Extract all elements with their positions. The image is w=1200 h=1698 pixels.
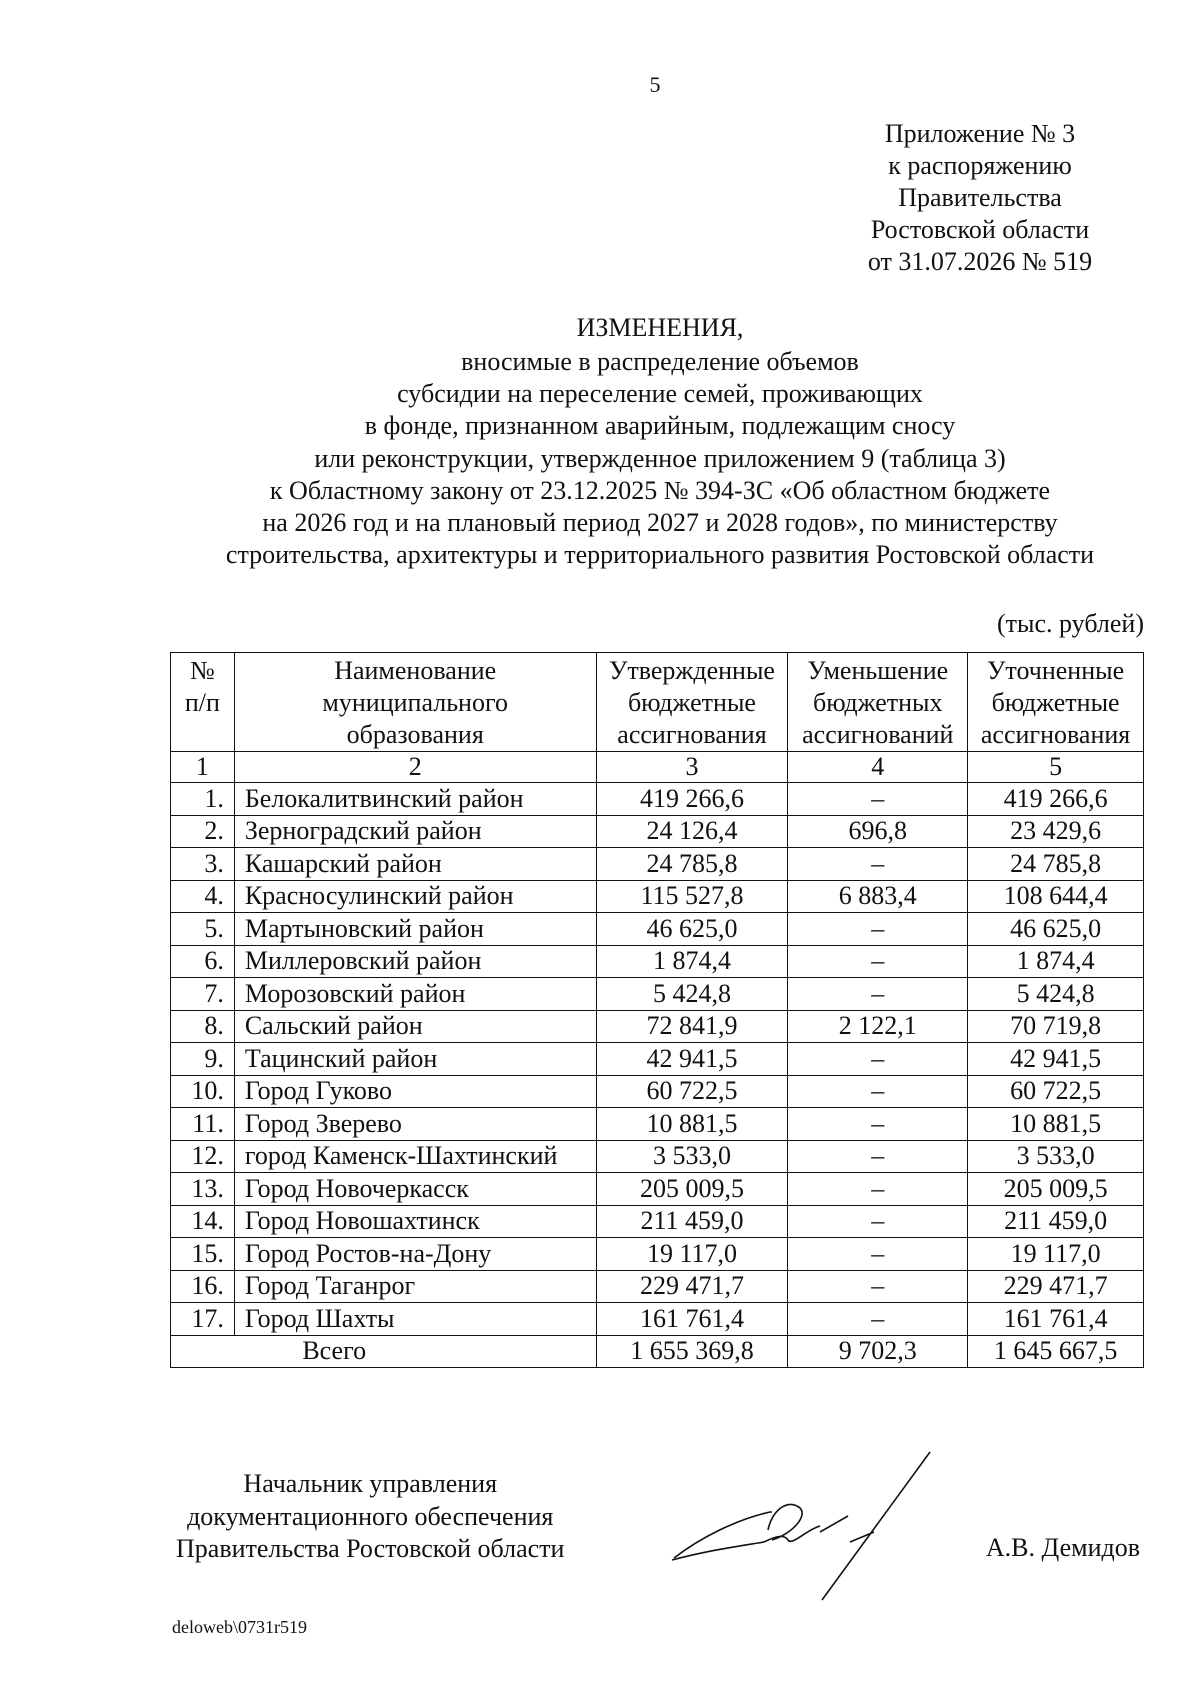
header-line: бюджетные: [991, 688, 1120, 717]
page-number: 5: [649, 72, 661, 97]
updated-value: 42 941,5: [968, 1043, 1144, 1076]
column-number: 4: [788, 752, 968, 783]
header-line: Уточненные: [987, 656, 1125, 685]
header-line: бюджетных: [813, 688, 943, 717]
municipality-name: Город Таганрог: [234, 1270, 596, 1303]
approved-value: 42 941,5: [596, 1043, 788, 1076]
subtitle-line: субсидии на переселение семей, проживающих: [397, 379, 923, 409]
table-row: [171, 1303, 1144, 1336]
header-line: бюджетные: [627, 688, 756, 717]
updated-value: 205 009,5: [968, 1173, 1144, 1206]
position-line: Правительства Ростовской области: [176, 1534, 565, 1563]
decrease-value: –: [788, 945, 968, 978]
updated-value: 211 459,0: [968, 1205, 1144, 1238]
decrease-value: –: [788, 913, 968, 946]
header-line: муниципального: [322, 688, 508, 717]
approved-value: 46 625,0: [596, 913, 788, 946]
column-number: 2: [234, 752, 596, 783]
updated-value: 46 625,0: [968, 913, 1144, 946]
allocation-table: [170, 652, 1144, 1368]
appendix-line: к распоряжению: [888, 151, 1072, 180]
row-number: 16.: [171, 1270, 235, 1303]
approved-value: 19 117,0: [596, 1238, 788, 1271]
header-line: Утвержденные: [608, 656, 775, 685]
header-line: ассигнования: [617, 720, 767, 749]
decrease-value: –: [788, 1205, 968, 1238]
table-header-row: [171, 653, 1144, 752]
table-row: [171, 1173, 1144, 1206]
municipality-name: Город Новошахтинск: [234, 1205, 596, 1238]
decrease-value: –: [788, 1270, 968, 1303]
updated-value: 70 719,8: [968, 1010, 1144, 1043]
updated-value: 419 266,6: [968, 783, 1144, 816]
file-code: deloweb\0731r519: [172, 1617, 307, 1637]
updated-value: 19 117,0: [968, 1238, 1144, 1271]
signatory-position: [176, 1468, 564, 1566]
column-number-row: [171, 752, 1144, 783]
decrease-value: –: [788, 1075, 968, 1108]
appendix-line: от 31.07.2026 № 519: [867, 247, 1093, 276]
table-row: [171, 880, 1144, 913]
municipality-name: город Каменск-Шахтинский: [234, 1140, 596, 1173]
header-approved: [596, 653, 788, 752]
row-number: 10.: [171, 1075, 235, 1108]
row-number: 4.: [171, 880, 235, 913]
decrease-value: 2 122,1: [788, 1010, 968, 1043]
updated-value: 229 471,7: [968, 1270, 1144, 1303]
municipality-name: Город Шахты: [234, 1303, 596, 1336]
updated-value: 5 424,8: [968, 978, 1144, 1011]
municipality-name: Зерноградский район: [234, 815, 596, 848]
municipality-name: Город Зверево: [234, 1108, 596, 1141]
updated-value: 3 533,0: [968, 1140, 1144, 1173]
table-row: [171, 1270, 1144, 1303]
column-number: 3: [596, 752, 788, 783]
municipality-name: Красносулинский район: [234, 880, 596, 913]
units-label: (тыс. рублей): [996, 609, 1144, 638]
header-line: ассигнований: [802, 720, 954, 749]
row-number: 13.: [171, 1173, 235, 1206]
updated-value: 23 429,6: [968, 815, 1144, 848]
subtitle-line: на 2026 год и на плановый период 2027 и 2028 годов», по министерству: [262, 508, 1058, 538]
updated-value: 108 644,4: [968, 880, 1144, 913]
signer-name: А.В. Демидов: [985, 1533, 1140, 1562]
table-row: [171, 783, 1144, 816]
table-row: [171, 815, 1144, 848]
approved-value: 3 533,0: [596, 1140, 788, 1173]
table-row: [171, 1140, 1144, 1173]
column-number: 1: [171, 752, 235, 783]
header-decrease: [788, 653, 968, 752]
header-line: ассигнования: [980, 720, 1131, 749]
row-number: 11.: [171, 1108, 235, 1141]
position-line: Начальник управления: [243, 1469, 498, 1498]
total-blank-cell: [171, 1335, 235, 1368]
total-decrease: 9 702,3: [788, 1335, 968, 1368]
document-subtitle: [150, 346, 1170, 571]
table-row: [171, 913, 1144, 946]
row-number: 6.: [171, 945, 235, 978]
updated-value: 1 874,4: [968, 945, 1144, 978]
appendix-line: Правительства: [898, 183, 1062, 212]
municipality-name: Город Новочеркасск: [234, 1173, 596, 1206]
decrease-value: –: [788, 1303, 968, 1336]
approved-value: 211 459,0: [596, 1205, 788, 1238]
column-number: 5: [968, 752, 1144, 783]
subtitle-line: строительства, архитектуры и территориального развития Ростовской области: [225, 540, 1095, 570]
table-row: [171, 1010, 1144, 1043]
row-number: 15.: [171, 1238, 235, 1271]
position-line: документационного обеспечения: [187, 1501, 554, 1531]
header-line: п/п: [184, 688, 220, 717]
table-row: [171, 1043, 1144, 1076]
decrease-value: –: [788, 1173, 968, 1206]
approved-value: 24 126,4: [596, 815, 788, 848]
updated-value: 161 761,4: [968, 1303, 1144, 1336]
header-updated: [968, 653, 1144, 752]
document-title: ИЗМЕНЕНИЯ,: [576, 313, 744, 342]
table-row: [171, 1238, 1144, 1271]
total-updated: 1 645 667,5: [968, 1335, 1144, 1368]
table-row: [171, 945, 1144, 978]
decrease-value: –: [788, 783, 968, 816]
total-label: Всего: [234, 1335, 596, 1368]
appendix-line: Ростовской области: [870, 215, 1090, 244]
municipality-name: Белокалитвинский район: [234, 783, 596, 816]
decrease-value: –: [788, 1043, 968, 1076]
subtitle-line: к Областному закону от 23.12.2025 № 394-ЗС «Об областном бюджете: [269, 475, 1051, 505]
appendix-line: Приложение № 3: [884, 119, 1076, 148]
approved-value: 419 266,6: [596, 783, 788, 816]
appendix-header: [830, 118, 1130, 278]
decrease-value: –: [788, 978, 968, 1011]
approved-value: 60 722,5: [596, 1075, 788, 1108]
updated-value: 60 722,5: [968, 1075, 1144, 1108]
decrease-value: –: [788, 1238, 968, 1271]
approved-value: 72 841,9: [596, 1010, 788, 1043]
approved-value: 1 874,4: [596, 945, 788, 978]
decrease-value: –: [788, 848, 968, 881]
row-number: 12.: [171, 1140, 235, 1173]
total-row: [171, 1335, 1144, 1368]
table-row: [171, 1205, 1144, 1238]
subtitle-line: в фонде, признанном аварийным, подлежащим сносу: [364, 411, 956, 441]
decrease-value: 696,8: [788, 815, 968, 848]
row-number: 5.: [171, 913, 235, 946]
header-line: №: [190, 656, 215, 685]
row-number: 1.: [171, 783, 235, 816]
decrease-value: –: [788, 1140, 968, 1173]
handwritten-signature: [660, 1450, 960, 1610]
row-number: 3.: [171, 848, 235, 881]
header-line: образования: [346, 720, 484, 749]
updated-value: 10 881,5: [968, 1108, 1144, 1141]
approved-value: 115 527,8: [596, 880, 788, 913]
table-row: [171, 1108, 1144, 1141]
approved-value: 10 881,5: [596, 1108, 788, 1141]
subtitle-line: или реконструкции, утвержденное приложением 9 (таблица 3): [314, 443, 1006, 473]
municipality-name: Город Ростов-на-Дону: [234, 1238, 596, 1271]
municipality-name: Морозовский район: [234, 978, 596, 1011]
updated-value: 24 785,8: [968, 848, 1144, 881]
table-row: [171, 1075, 1144, 1108]
approved-value: 5 424,8: [596, 978, 788, 1011]
municipality-name: Тацинский район: [234, 1043, 596, 1076]
table-row: [171, 978, 1144, 1011]
municipality-name: Кашарский район: [234, 848, 596, 881]
row-number: 7.: [171, 978, 235, 1011]
decrease-value: 6 883,4: [788, 880, 968, 913]
approved-value: 161 761,4: [596, 1303, 788, 1336]
decrease-value: –: [788, 1108, 968, 1141]
subtitle-line: вносимые в распределение объемов: [461, 347, 859, 376]
municipality-name: Город Гуково: [234, 1075, 596, 1108]
municipality-name: Миллеровский район: [234, 945, 596, 978]
municipality-name: Мартыновский район: [234, 913, 596, 946]
header-line: Наименование: [334, 656, 497, 685]
row-number: 9.: [171, 1043, 235, 1076]
row-number: 2.: [171, 815, 235, 848]
row-number: 8.: [171, 1010, 235, 1043]
table-row: [171, 848, 1144, 881]
header-number: [171, 653, 235, 752]
municipality-name: Сальский район: [234, 1010, 596, 1043]
total-approved: 1 655 369,8: [596, 1335, 788, 1368]
approved-value: 24 785,8: [596, 848, 788, 881]
approved-value: 205 009,5: [596, 1173, 788, 1206]
approved-value: 229 471,7: [596, 1270, 788, 1303]
header-municipality: [234, 653, 596, 752]
row-number: 14.: [171, 1205, 235, 1238]
row-number: 17.: [171, 1303, 235, 1336]
header-line: Уменьшение: [807, 656, 949, 685]
